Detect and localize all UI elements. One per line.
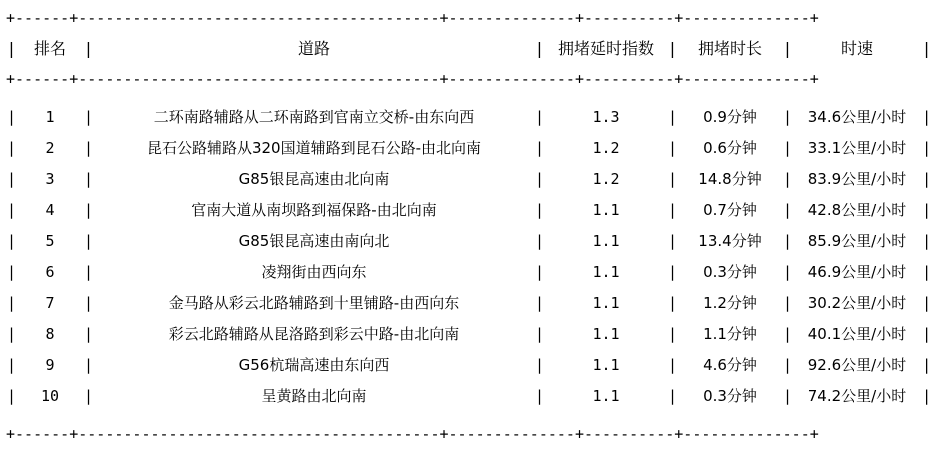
cell-duration: 0.3分钟 [703, 387, 757, 405]
cell-duration: 0.3分钟 [703, 263, 757, 281]
sep-1: | [83, 39, 94, 58]
column-header-rank: 排名 [33, 39, 66, 58]
cell-speed: 83.9公里/小时 [807, 170, 907, 188]
cell-road: G85银昆高速由南向北 [238, 232, 390, 250]
sep-3: | [667, 325, 678, 343]
sep-1: | [83, 139, 94, 157]
table-top-rule [6, 10, 932, 27]
cell-duration: 0.9分钟 [703, 108, 757, 126]
cell-road: 昆石公路辅路从320国道辅路到昆石公路-由北向南 [146, 139, 482, 157]
cell-road: G85银昆高速由北向南 [238, 170, 390, 188]
cell-index: 1.1 [592, 356, 620, 374]
cell-duration: 4.6分钟 [703, 356, 757, 374]
cell-index: 1.1 [592, 201, 620, 219]
column-header-road: 道路 [297, 39, 330, 58]
table-row [6, 319, 932, 350]
sep-3: | [667, 263, 678, 281]
sep-3: | [667, 108, 678, 126]
sep-5: | [922, 108, 932, 126]
sep-2: | [534, 263, 545, 281]
cell-road: 二环南路辅路从二环南路到官南立交桥-由东向西 [153, 108, 475, 126]
rule-text: +------+----------------------------------------+--------------+----------+--------------+ [6, 425, 819, 443]
sep-2: | [534, 139, 545, 157]
sep-5: | [922, 170, 932, 188]
cell-road: 呈黄路由北向南 [261, 387, 367, 405]
sep-2: | [534, 294, 545, 312]
cell-duration: 1.2分钟 [703, 294, 757, 312]
table-row [6, 133, 932, 164]
cell-index: 1.1 [592, 325, 620, 343]
cell-rank: 7 [45, 294, 55, 312]
cell-index: 1.1 [592, 387, 620, 405]
sep-5: | [922, 232, 932, 250]
sep-5: | [922, 387, 932, 405]
cell-duration: 0.6分钟 [703, 139, 757, 157]
cell-duration: 14.8分钟 [698, 170, 762, 188]
sep-3: | [667, 356, 678, 374]
sep-5: | [922, 201, 932, 219]
sep-4: | [782, 139, 793, 157]
cell-duration: 0.7分钟 [703, 201, 757, 219]
cell-index: 1.1 [592, 232, 620, 250]
sep-1: | [83, 325, 94, 343]
cell-rank: 9 [45, 356, 55, 374]
table-gap [6, 88, 932, 102]
cell-rank: 2 [45, 139, 55, 157]
sep-5: | [922, 356, 932, 374]
sep-0: | [6, 356, 17, 374]
congestion-ranking-table [6, 10, 932, 443]
cell-speed: 33.1公里/小时 [807, 139, 907, 157]
sep-0: | [6, 232, 17, 250]
table-row [6, 195, 932, 226]
table-row [6, 102, 932, 133]
sep-1: | [83, 232, 94, 250]
cell-duration: 13.4分钟 [698, 232, 762, 250]
sep-4: | [782, 170, 793, 188]
rule-text: +------+----------------------------------------+--------------+----------+--------------+ [6, 9, 819, 27]
sep-1: | [83, 387, 94, 405]
sep-3: | [667, 387, 678, 405]
sep-4: | [782, 294, 793, 312]
sep-0: | [6, 108, 17, 126]
cell-speed: 46.9公里/小时 [807, 263, 907, 281]
table-row [6, 350, 932, 381]
cell-speed: 74.2公里/小时 [807, 387, 907, 405]
sep-1: | [83, 263, 94, 281]
sep-1: | [83, 294, 94, 312]
sep-4: | [782, 108, 793, 126]
column-header-duration: 拥堵时长 [697, 39, 762, 58]
sep-2: | [534, 108, 545, 126]
cell-index: 1.2 [592, 139, 620, 157]
table-row [6, 288, 932, 319]
sep-2: | [534, 356, 545, 374]
table-row [6, 164, 932, 195]
column-header-index: 拥堵延时指数 [557, 39, 654, 58]
sep-4: | [782, 356, 793, 374]
cell-speed: 92.6公里/小时 [807, 356, 907, 374]
cell-rank: 10 [40, 387, 60, 405]
column-header-speed: 时速 [840, 39, 873, 58]
sep-3: | [667, 39, 678, 58]
cell-road: 彩云北路辅路从昆洛路到彩云中路-由北向南 [168, 325, 460, 343]
cell-rank: 5 [45, 232, 55, 250]
sep-3: | [667, 201, 678, 219]
sep-1: | [83, 170, 94, 188]
sep-0: | [6, 325, 17, 343]
sep-4: | [782, 39, 793, 58]
sep-3: | [667, 294, 678, 312]
cell-speed: 34.6公里/小时 [807, 108, 907, 126]
cell-road: G56杭瑞高速由东向西 [238, 356, 390, 374]
sep-1: | [83, 201, 94, 219]
cell-index: 1.1 [592, 294, 620, 312]
sep-4: | [782, 387, 793, 405]
cell-duration: 1.1分钟 [703, 325, 757, 343]
sep-2: | [534, 170, 545, 188]
sep-5: | [922, 263, 932, 281]
table-header-rule [6, 71, 932, 88]
sep-4: | [782, 325, 793, 343]
sep-4: | [782, 263, 793, 281]
cell-road: 官南大道从南坝路到福保路-由北向南 [191, 201, 437, 219]
cell-index: 1.3 [592, 108, 620, 126]
rule-text: +------+----------------------------------------+--------------+----------+--------------+ [6, 70, 819, 88]
sep-2: | [534, 201, 545, 219]
cell-road: 金马路从彩云北路辅路到十里铺路-由西向东 [168, 294, 460, 312]
sep-4: | [782, 201, 793, 219]
cell-rank: 4 [45, 201, 55, 219]
table-row [6, 381, 932, 412]
table-row [6, 226, 932, 257]
sep-4: | [782, 232, 793, 250]
table-header-row [6, 27, 932, 71]
sep-0: | [6, 294, 17, 312]
sep-5: | [921, 39, 932, 58]
cell-speed: 42.8公里/小时 [807, 201, 907, 219]
table-bottom-rule [6, 426, 932, 443]
sep-5: | [922, 325, 932, 343]
cell-rank: 1 [45, 108, 55, 126]
cell-rank: 3 [45, 170, 55, 188]
sep-0: | [6, 139, 17, 157]
sep-5: | [922, 294, 932, 312]
sep-0: | [6, 39, 17, 58]
sep-3: | [667, 170, 678, 188]
cell-rank: 8 [45, 325, 55, 343]
sep-5: | [922, 139, 932, 157]
cell-speed: 30.2公里/小时 [807, 294, 907, 312]
sep-0: | [6, 387, 17, 405]
sep-0: | [6, 263, 17, 281]
sep-3: | [667, 139, 678, 157]
sep-2: | [534, 232, 545, 250]
sep-1: | [83, 108, 94, 126]
sep-3: | [667, 232, 678, 250]
table-gap [6, 412, 932, 426]
cell-speed: 85.9公里/小时 [807, 232, 907, 250]
sep-2: | [534, 39, 545, 58]
cell-rank: 6 [45, 263, 55, 281]
table-row [6, 257, 932, 288]
cell-road: 凌翔街由西向东 [261, 263, 367, 281]
sep-1: | [83, 356, 94, 374]
cell-speed: 40.1公里/小时 [807, 325, 907, 343]
sep-2: | [534, 387, 545, 405]
cell-index: 1.1 [592, 263, 620, 281]
sep-0: | [6, 170, 17, 188]
cell-index: 1.2 [592, 170, 620, 188]
sep-0: | [6, 201, 17, 219]
sep-2: | [534, 325, 545, 343]
